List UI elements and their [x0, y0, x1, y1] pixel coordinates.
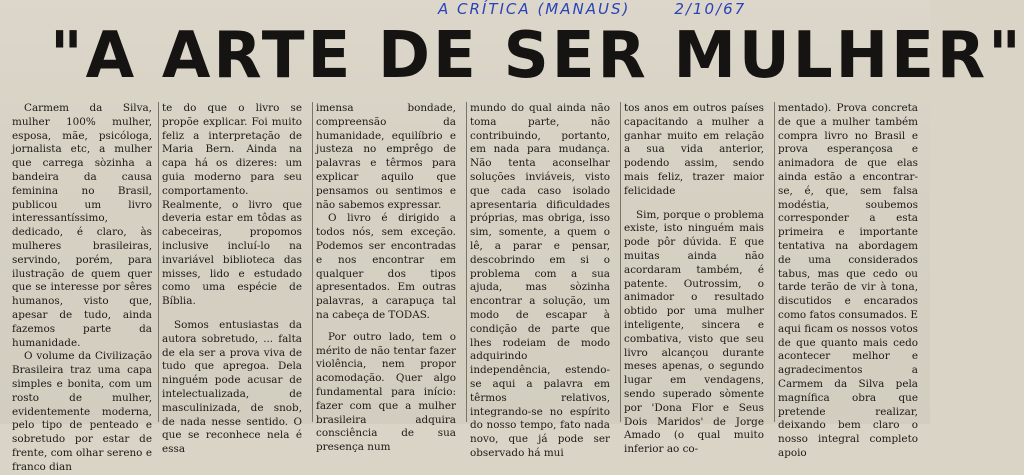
publication-date: 2/10/67: [674, 0, 747, 18]
article-column-4: [470, 100, 610, 459]
column-divider: [312, 102, 313, 422]
column-4-paragraph-1: mundo do qual ainda não toma parte, não contribuindo, portanto, em nada para mudança. Não tenta aconselhar soluções inviáveis, visto que cada caso isolado apresentaria dificuldades próprias, mas obriga, isso sim, somente, a quem o lê, a parar e pensar, descobrindo em si o problema com a sua ajuda, mas sòzinha encontrar a solução, um modo de escapar à condição de parte que lhes rodeiam de modo adquirindo independência, estendo-se aqui a palavra em têrmos relativos, integrando-se no espírito do nosso tempo, fato nada novo, que já pode ser observado há mui: [470, 102, 610, 459]
column-5-paragraph-1: tos anos em outros países capacitando a mulher a ganhar muito em relação a sua vida anterior, podendo assim, sendo mais feliz, trazer maior felicidade: [624, 102, 764, 197]
column-1-paragraph-2: O volume da Civilização Brasileira traz uma capa simples e bonita, com um rosto de mulher, evidentemente moderna, pelo tipo de penteado e sobretudo por estar de frente, com olhar sereno e franco dian: [12, 350, 152, 473]
article-body: [12, 100, 930, 473]
article-column-1: [12, 100, 152, 473]
column-6-paragraph-1: mentado). Prova concreta de que a mulher também compra livro no Brasil e prova esperançosa e animadora de que elas ainda estão a encontrar-se, é, que, sem falsa modéstia, soubemos corresponder a esta primeira e importante tentativa na abordagem de uma considerados tabus, mas que cedo ou tarde terão de vir à tona, discutidos e encarados como fatos consumados. E aqui ficam os nossos votos de que quanto mais cedo acontecer melhor e agradecimentos a Carmem da Silva pela magnífica obra que pretende realizar, deixando bem claro o nosso integral completo apoio: [778, 102, 918, 459]
column-3-paragraph-3: Por outro lado, tem o mérito de não tentar fazer violência, nem propor acomodação. Quer algo fundamental para início: fazer com que a mulher brasileira adquira consciência de sua presença num: [316, 330, 456, 454]
newspaper-name: A CRÍTICA (MANAUS): [438, 0, 631, 18]
column-1-paragraph-1: Carmem da Silva, mulher 100% mulher, esposa, mãe, psicóloga, jornalista etc, a mulher que carrega sòzinha a bandeira da causa feminina no Brasil, publicou um livro interessantíssimo, dedicado, é claro, às mulheres brasileiras, servindo, porém, para ilustração de quem quer que se interesse por sêres humanos, visto que, apesar de tudo, ainda fazemos parte da humanidade.: [12, 102, 152, 349]
column-3-paragraph-1: imensa bondade, compreensão da humanidade, equilíbrio e justeza no emprêgo de palavras e têrmos para explicar aquilo que pensamos ou sentimos e não sabemos expressar.: [316, 102, 456, 211]
column-3-paragraph-2: O livro é dirigido a todos nós, sem exceção. Podemos ser encontradas e nos encontrar em qualquer dos tipos apresentados. Em outras palavras, a carapuça tal na cabeça de TODAS.: [316, 212, 456, 321]
column-2-paragraph-1: te do que o livro se propõe explicar. Foi muito feliz a interpretação de Maria Bern. Ainda na capa há os dizeres: um guia moderno para seu comportamento. Realmente, o livro que deveria estar em tôdas as cabeceiras, propomos inclusive incluí-lo na invariável biblioteca das misses, lido e estudado como uma espécie de Bíblia.: [162, 102, 302, 308]
column-divider: [620, 102, 621, 422]
article-headline: "A ARTE DE SER MULHER": [50, 19, 1024, 93]
column-divider: [774, 102, 775, 422]
column-divider: [158, 102, 159, 422]
article-column-3: [316, 100, 456, 454]
article-column-6: [778, 100, 918, 459]
column-5-paragraph-2: Sim, porque o problema existe, isto ninguém mais pode pôr dúvida. E que muitas ainda não acordaram também, é patente. Outrossim, o animador o resultado obtido por uma mulher inteligente, sincera e combativa, visto que seu livro alcançou durante meses apenas, o segundo lugar em vendagens, sendo superado sòmente por 'Dona Flor e Seus Dois Maridos' de Jorge Amado (o qual muito inferior ao co-: [624, 208, 764, 456]
article-column-2: [162, 100, 302, 456]
article-column-5: [624, 100, 764, 456]
column-2-paragraph-2: Somos entusiastas da autora sobretudo, ... falta de ela ser a prova viva de tudo que apregoa. Dela ninguém pode acusar de intelectualizada, de masculinizada, de snob, de nada nesse sentido. O que se reconhece nela é essa: [162, 318, 302, 456]
column-divider: [466, 102, 467, 422]
